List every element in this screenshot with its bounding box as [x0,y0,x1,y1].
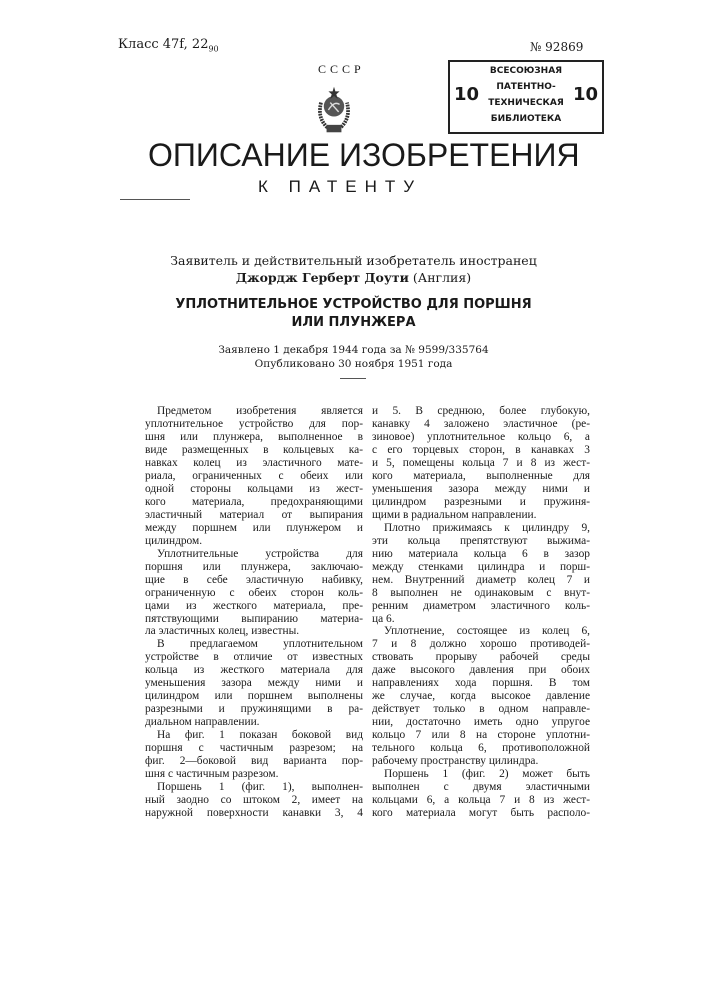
text-line: рабочему пространству цилиндра. [372,755,590,768]
text-line: кольцами 6, а кольца 7 и 8 из жест- [372,794,590,807]
filed-date: Заявлено 1 декабря 1944 года за № 9599/335764 [0,344,707,356]
text-line: одной стороны кольцами из жест- [145,483,363,496]
text-line: наружной поверхности канавки 3, 4 [145,807,363,820]
text-line: ренним диаметром эластичного коль- [372,600,590,613]
text-line: кого материала, предохраняющими [145,496,363,509]
divider [120,199,190,200]
text-line: фиг. 2—боковой вид варианта пор- [145,755,363,768]
text-line: На фиг. 1 показан боковой вид [145,729,363,742]
text-line: тельного кольца 6, противоположной [372,742,590,755]
text-line: ла эластичных колец, известны. [145,625,363,638]
text-line: цами из жесткого материала, пре- [145,600,363,613]
text-line: зиновое) уплотнительное кольцо 6, а [372,431,590,444]
text-line: устройстве в отличие от известных [145,651,363,664]
text-line: канавку 4 заложено эластичное (ре- [372,418,590,431]
text-line: Предметом изобретения является [145,405,363,418]
text-line: эти кольца препятствуют выжима- [372,535,590,548]
text-line: щие в себе эластичную набивку, [145,574,363,587]
text-line: кольца из жесткого материала для [145,664,363,677]
text-line: В предлагаемом уплотнительном [145,638,363,651]
text-line: шня с частичным разрезом. [145,768,363,781]
text-line: поршня или плунжера, заключаю- [145,561,363,574]
text-line: направлениях хода поршня. В том [372,677,590,690]
text-line: виде размещенных в кольцевых ка- [145,444,363,457]
text-line: уплотнительное устройство для пор- [145,418,363,431]
text-line: цилиндром разрезными и пружиня- [372,496,590,509]
text-line: и 5. В среднюю, более глубокую, [372,405,590,418]
text-line: поршня с частичным разрезом; на [145,742,363,755]
country: СССР [318,62,365,77]
text-line: кого материала, выполненные для [372,470,590,483]
text-line: кого материала могут быть располо- [372,807,590,820]
text-line: 8 выполнен не одинаковым с внут- [372,587,590,600]
text-line: цилиндром или поршнем выполнены [145,690,363,703]
stamp-line: ПАТЕНТНО- [450,82,602,93]
text-line: Плотно прижимаясь к цилиндру 9, [372,522,590,535]
text-line: 7 и 8 должно хорошо противодей- [372,638,590,651]
stamp-number-left: 10 [454,84,479,106]
patent-number: № 92869 [530,40,583,54]
text-line: навках колец из эластичного мате- [145,457,363,470]
text-line: ца 6. [372,613,590,626]
stamp-line: БИБЛИОТЕКА [450,114,602,125]
text-line: диальном направлении. [145,716,363,729]
text-line: эластичный материал от выпирания [145,509,363,522]
stamp-line: ВСЕСОЮЗНАЯ [450,66,602,77]
inventor-line [0,270,707,285]
invention-title: УПЛОТНИТЕЛЬНОЕ УСТРОЙСТВО ДЛЯ ПОРШНЯ [0,297,707,312]
document-title: ОПИСАНИЕ ИЗОБРЕТЕНИЯ [148,137,580,173]
text-line: кольцо 7 или 8 на стороне уплотни- [372,729,590,742]
text-line: даже высокого давления при обоих [372,664,590,677]
patent-page [0,0,707,1000]
published-date: Опубликовано 30 ноября 1951 года [0,358,707,370]
text-line: между поршнем или плунжером и [145,522,363,535]
divider [340,378,366,379]
text-line: щими в радиальном направлении. [372,509,590,522]
class-subscript: 90 [208,45,218,54]
text-line: между стенками цилиндра и порш- [372,561,590,574]
text-line: Уплотнительные устройства для [145,548,363,561]
stamp-line: ТЕХНИЧЕСКАЯ [450,98,602,109]
text-line: разрезными и пружинящими в ра- [145,703,363,716]
text-line: Уплотнение, состоящее из колец 6, [372,625,590,638]
text-line: риала, ограниченных с обеих или [145,470,363,483]
text-line: шня или плунжера, выполненное в [145,431,363,444]
inventor-name: Джордж Герберт Доути [236,270,409,285]
text-line: нем. Внутренний диаметр колец 7 и [372,574,590,587]
text-line: ограниченную с обеих сторон коль- [145,587,363,600]
state-emblem-icon [312,84,356,136]
text-line: ствовать прорыву рабочей среды [372,651,590,664]
inventor-country: (Англия) [413,270,471,285]
text-column-left [145,405,363,820]
library-stamp [448,60,604,134]
text-line: и 5, помещены кольца 7 и 8 из жест- [372,457,590,470]
document-subtitle: К ПАТЕНТУ [258,177,422,197]
text-line: же случае, когда высокое давление [372,690,590,703]
text-line: нии, достаточно иметь одно упругое [372,716,590,729]
text-line: пятствующими выпиранию материа- [145,613,363,626]
text-line: ный заодно со штоком 2, имеет на [145,794,363,807]
applicant-line: Заявитель и действительный изобретатель иностранец [0,253,707,268]
text-line: выполнен с двумя эластичными [372,781,590,794]
text-line: уменьшения зазора между ними и [145,677,363,690]
text-line: действует только в одном направле- [372,703,590,716]
text-line: нию материала кольца 6 в зазор [372,548,590,561]
text-line: Поршень 1 (фиг. 2) может быть [372,768,590,781]
stamp-number-right: 10 [573,84,598,106]
text-line: Поршень 1 (фиг. 1), выполнен- [145,781,363,794]
text-line: уменьшения зазора между ними и [372,483,590,496]
text-line: с его торцевых сторон, в канавках 3 [372,444,590,457]
classification [118,37,219,54]
text-column-right [372,405,590,820]
text-line: цилиндром. [145,535,363,548]
class-label: Класс 47f, 22 [118,37,208,52]
invention-title-cont: ИЛИ ПЛУНЖЕРА [0,315,707,330]
